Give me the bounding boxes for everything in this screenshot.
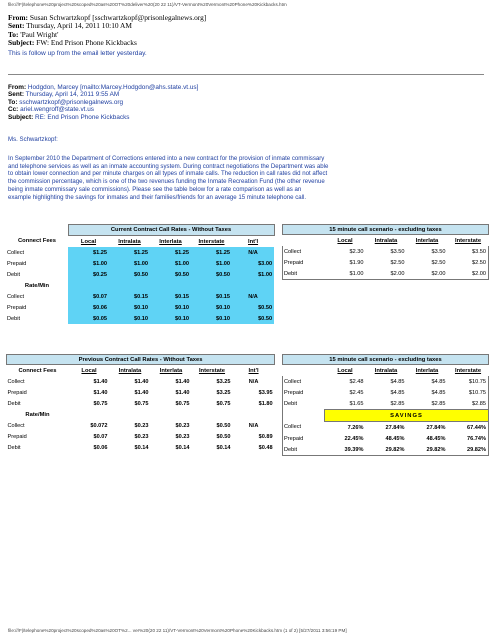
cell: $0.48 [258,444,273,451]
cell: $3.50 [448,246,489,257]
cell: $1.25 [68,247,109,258]
cell: $0.23 [175,433,190,440]
cell: $2.50 [431,259,446,266]
current-col-header: Intralata [118,238,141,245]
row-label: Collect [283,376,325,387]
cell: $0.07 [68,291,109,302]
cell: $0.07 [93,433,108,440]
email2-from-label: From: [8,84,27,91]
current-col-header: Int'l [247,238,259,245]
cell: $2.48 [349,378,364,385]
savings-heading: SAVINGS [325,410,489,422]
current-rate-min-heading: Rate/Min [24,282,50,289]
cell: $1.00 [325,268,366,280]
cell: $3.00 [232,258,274,269]
row-label: Debit [283,398,325,410]
cell: $4.85 [431,389,446,396]
cell: $0.10 [150,313,191,324]
row-label: Collect [7,249,25,256]
cell: 29.82% [448,444,489,456]
cell: $0.25 [68,269,109,280]
table-row [6,247,274,258]
table-row [7,420,275,431]
cell: $0.50 [191,269,232,280]
previous-col-header: Int'l [248,367,259,374]
email2-sent-value: Thursday, April 14, 2011 9:55 AM [25,91,120,99]
cell: 48.45% [385,435,405,442]
table-row [7,387,275,398]
cell: $0.23 [175,422,190,429]
body-line: the commission percentage, which is one of the two revenues funding the Inmate Recreation Fund (the other revenue [8,178,325,186]
cell: $0.072 [90,422,108,429]
previous-rates-table [6,354,275,453]
table-row [283,444,489,456]
cell: $3.25 [216,389,231,396]
row-label: Debit [283,444,325,456]
cell: $1.40 [93,389,108,396]
cell: $2.85 [448,398,489,410]
cell: 29.82% [366,444,407,456]
table-row [6,302,274,313]
previous-scenario-table [282,354,489,456]
cell: $0.06 [68,302,109,313]
email1-sent-label: Sent: [8,21,25,31]
cell: $1.00 [109,258,150,269]
cell: $0.06 [93,444,108,451]
cell: $0.05 [68,313,109,324]
email1-from-value: Susan Schwartzkopf [sschwartzkopf@prisonlegalnews.org] [29,13,207,22]
cell: $0.10 [191,302,232,313]
cell: $1.90 [349,259,364,266]
letter-body [8,155,488,201]
cell: $1.65 [349,400,364,407]
table-row [283,246,489,257]
row-label: Debit [7,315,21,322]
cell: $0.50 [109,269,150,280]
cell: $0.89 [258,433,273,440]
cell: $0.14 [175,444,190,451]
row-label: Debit [7,400,21,407]
current-rates-table [6,224,275,324]
email2-subject-value: RE: End Prison Phone Kickbacks [35,113,130,121]
cell: $1.00 [68,258,109,269]
previous-col-header: Local [81,367,97,374]
row-label: Collect [7,378,25,385]
table-row [283,257,489,268]
cell: $2.00 [407,268,448,280]
table-row [283,268,489,280]
cell: $2.50 [390,259,405,266]
previous-scenario-title: 15 minute call scenario - excluding taxes [283,355,489,365]
cell: N/A [248,378,259,385]
salutation: Ms. Schwartzkopf: [8,136,58,143]
cell: $1.00 [232,269,274,280]
email1-note-text: This is follow up from the email letter yesterday. [8,50,147,57]
cell: $10.75 [448,387,489,398]
row-label: Prepaid [7,260,27,267]
browser-path-footer: file:///F|/telephone%20project%20scoped%20as%20OT%2... ver%20(20 22 11)/VT-Vermont%20Vermont%20Phone%20Kickbacks.htm (1 of 2) [5/27/2011 3:56:19 PM] [8,628,347,633]
cell: 7.26% [347,424,364,431]
email2-to-label: To: [8,98,18,106]
body-line: In September 2010 the Department of Corrections entered into a new contract for the provision of inmate commissary [8,155,325,162]
cell: $0.50 [216,422,231,429]
row-label: Collect [7,422,25,429]
cell: $4.85 [431,378,446,385]
current-scenario-title: 15 minute call scenario - excluding taxes [283,225,489,235]
row-label: Debit [7,444,21,451]
current-connect-fees-heading: Connect Fees [17,238,56,245]
table-row [7,442,275,453]
cell: $1.40 [134,378,149,385]
body-line: and telephone services as well as an inmate accounting system. During contract negotiations the Department was able [8,162,329,170]
table-row [6,313,274,324]
cell: $0.14 [216,444,231,451]
cell: $0.15 [150,291,191,302]
email1-to-value: 'Paul Wright' [20,29,59,39]
previous-rate-min-heading: Rate/Min [25,411,50,418]
cell: $1.25 [109,247,150,258]
email2-header [8,84,198,121]
body-line: example highlighting the savings for inmates and their families/friends for an average 15 minute telephone call. [8,193,307,201]
table-row [7,398,275,409]
scenario-col-header: Interstate [454,237,482,244]
table-row [283,398,489,410]
cell: $0.10 [109,302,150,313]
cell: N/A [248,422,259,429]
email1-sent-value: Thursday, April 14, 2011 10:10 AM [26,21,132,31]
cell: $0.10 [191,313,232,324]
cell: $1.00 [150,258,191,269]
cell: $2.45 [349,389,364,396]
table-row [283,376,489,387]
separator-line [8,74,484,75]
cell: $0.75 [93,400,108,407]
scenario-col-header: Intralata [374,237,398,244]
previous-connect-fees-heading: Connect Fees [18,367,57,374]
scenario-col-header: Intralata [374,367,398,374]
cell: $0.23 [134,433,149,440]
email1-to-label: To: [8,29,19,39]
body-line: being inmate commissary sale commissions). Please see the table below for a rate comparison as well as an [8,185,302,193]
cell: $1.00 [191,258,232,269]
cell: $2.00 [366,268,407,280]
previous-col-header: Intralata [118,367,142,374]
cell: $1.80 [258,400,273,407]
cell: 22.45% [344,435,364,442]
email2-subject-label: Subject: [8,113,34,121]
table-row [6,258,274,269]
cell: $3.50 [390,248,405,255]
table-row [283,433,489,444]
row-label: Collect [283,246,325,257]
cell: $2.00 [448,268,489,280]
cell: $0.23 [134,422,149,429]
row-label: Prepaid [283,257,325,268]
browser-path-header: file:///F|/telephone%20project%20scoped%20as%20OT%20deliver%20(20 22 11)/VT-Vermont%20Vermont%20Phone%20Kickbacks.htm [8,2,287,7]
previous-col-header: Interlata [159,367,183,374]
cell: $0.50 [232,302,274,313]
email2-cc-value: ariel.wengroff@state.vt.us [20,106,94,114]
current-col-header: Interlata [159,238,182,245]
cell: 48.45% [426,435,446,442]
email1-subject-label: Subject: [8,38,35,48]
cell: $0.10 [109,313,150,324]
cell: $0.75 [134,400,149,407]
email1-note [8,50,147,57]
current-col-header: Local [80,238,97,245]
row-label: Collect [7,293,25,300]
email2-sent-label: Sent: [8,91,24,99]
previous-table-title: Previous Contract Call Rates - Without Taxes [7,355,275,365]
row-label: Prepaid [7,304,27,311]
table-row [6,269,274,280]
row-label: Prepaid [283,433,325,444]
cell: N/A [232,247,274,258]
table-row [7,431,275,442]
row-label: Prepaid [7,433,27,440]
email2-to-value: sschwartzkopf@prisonlegalnews.org [19,98,124,106]
cell: $3.50 [431,248,446,255]
scenario-col-header: Interlata [415,237,439,244]
cell: $1.40 [93,378,108,385]
scenario-col-header: Interstate [454,367,482,374]
table-row [6,291,274,302]
cell: $2.50 [448,257,489,268]
email2-from-value: Hodgdon, Marcey [mailto:Marcey.Hodgdon@ahs.state.vt.us] [27,84,199,91]
email1-from-label: From: [8,13,28,22]
cell: $3.25 [216,378,231,385]
cell: $4.85 [390,378,405,385]
cell: $0.15 [191,291,232,302]
cell: $10.75 [448,376,489,387]
cell: $0.10 [150,302,191,313]
cell: $1.25 [150,247,191,258]
email1-header [8,14,206,48]
cell: $1.40 [175,378,190,385]
cell: $0.50 [232,313,274,324]
table-row [283,422,489,434]
current-col-header: Interstate [198,238,225,245]
cell: $0.75 [216,400,231,407]
body-line: to obtain lower connection and per minute charges on all types of inmate calls. The reduction in call rates did not affect [8,170,328,178]
cell: $1.40 [134,389,149,396]
cell: 67.44% [448,422,489,434]
cell: $4.85 [390,389,405,396]
cell: $2.85 [390,400,405,407]
cell: N/A [232,291,274,302]
cell: 27.84% [385,424,405,431]
cell: 27.84% [426,424,446,431]
row-label: Debit [7,271,21,278]
cell: $3.95 [258,389,273,396]
email2-cc-label: Cc: [8,106,19,114]
row-label: Prepaid [283,387,325,398]
cell: $1.25 [191,247,232,258]
previous-col-header: Interstate [198,367,226,374]
scenario-col-header: Local [337,237,353,244]
cell: 39.39% [325,444,366,456]
table-row [7,376,275,387]
current-scenario-table [282,224,489,280]
cell: 76.74% [448,433,489,444]
cell: $0.15 [109,291,150,302]
table-row [283,387,489,398]
cell: $0.14 [134,444,149,451]
cell: $1.40 [175,389,190,396]
row-label: Debit [283,268,325,280]
cell: $0.75 [175,400,190,407]
row-label: Collect [283,422,325,434]
cell: 29.82% [407,444,448,456]
scenario-col-header: Local [337,367,353,374]
email1-subject-value: FW: End Prison Phone Kickbacks [36,38,137,48]
current-table-title: Current Contract Call Rates - Without Taxes [68,225,274,236]
cell: $0.50 [150,269,191,280]
row-label: Prepaid [7,389,27,396]
cell: $0.50 [216,433,231,440]
scenario-col-header: Interlata [415,367,439,374]
cell: $2.30 [349,248,364,255]
cell: $2.85 [431,400,446,407]
